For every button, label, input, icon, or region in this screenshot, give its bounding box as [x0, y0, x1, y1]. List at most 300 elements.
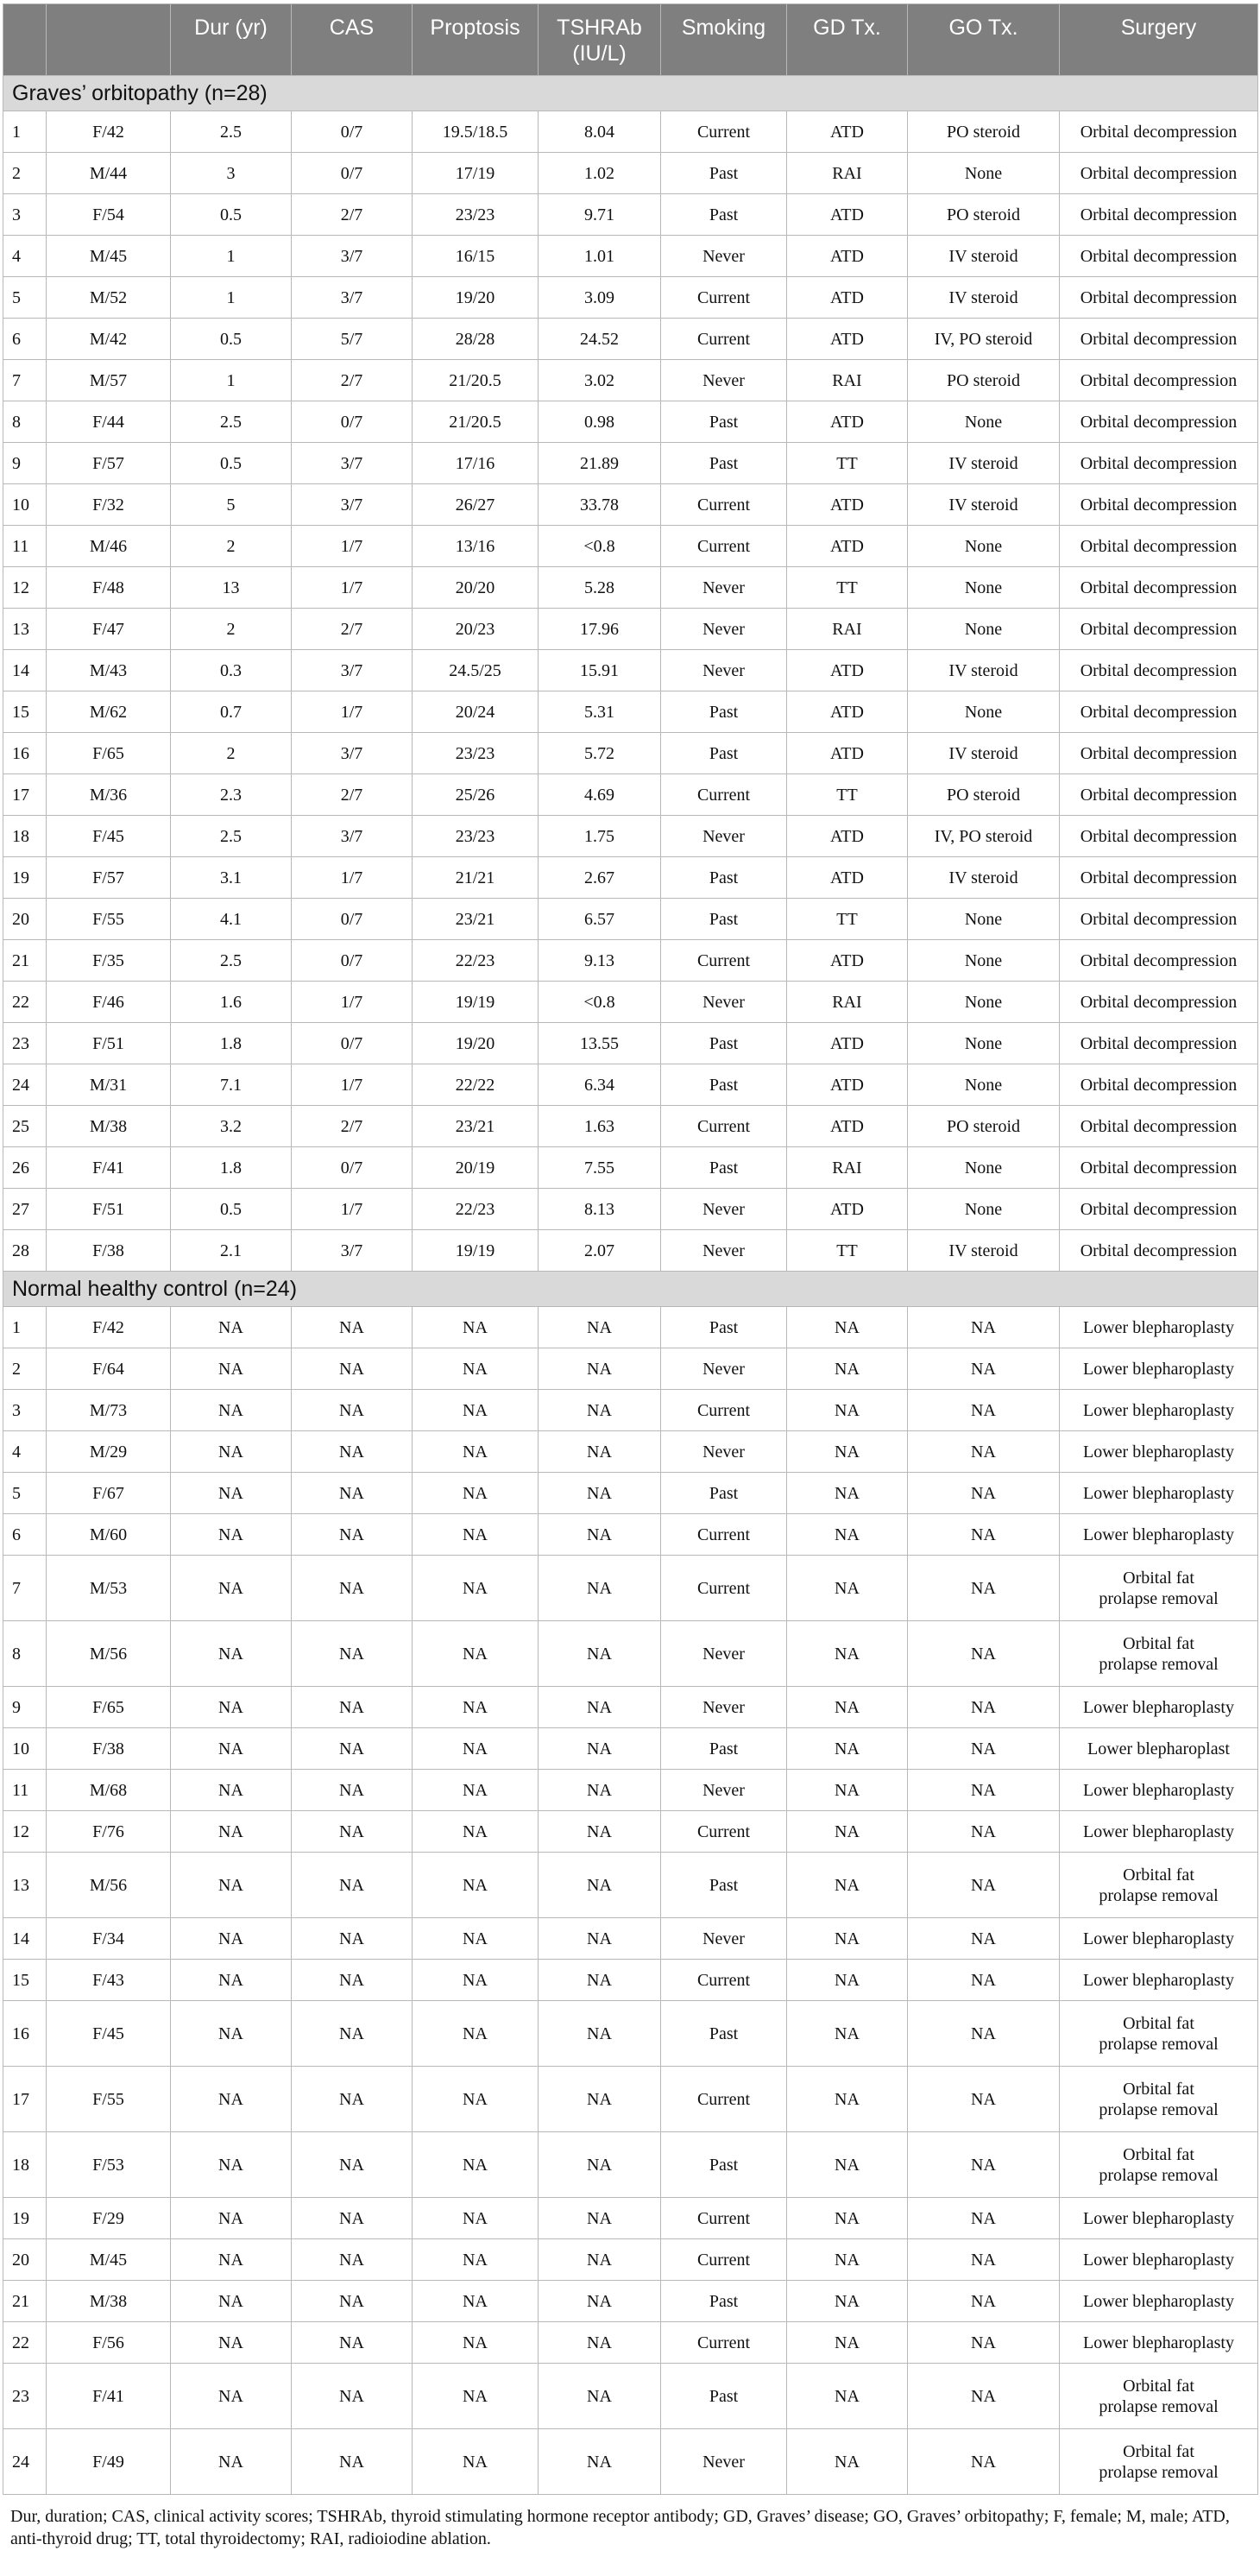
- cell-row-index: 2: [3, 153, 47, 194]
- cell-sex-age: F/48: [47, 567, 171, 609]
- cell-smoking: Never: [661, 1770, 787, 1811]
- cell-tshrab: NA: [539, 2281, 661, 2322]
- cell-tshrab: NA: [539, 1307, 661, 1348]
- cell-go-treatment: IV steroid: [908, 857, 1060, 899]
- cell-row-index: 23: [3, 2364, 47, 2429]
- table-row: [3, 484, 1258, 526]
- cell-duration: 0.5: [171, 443, 292, 484]
- cell-proptosis: NA: [413, 2239, 539, 2281]
- cell-tshrab: 1.02: [539, 153, 661, 194]
- cell-proptosis: NA: [413, 1556, 539, 1621]
- table-row: [3, 2281, 1258, 2322]
- cell-surgery: Lower blepharoplasty: [1060, 1431, 1258, 1473]
- cell-go-treatment: NA: [908, 2281, 1060, 2322]
- table-row: [3, 1728, 1258, 1770]
- cell-tshrab: 7.55: [539, 1147, 661, 1189]
- cell-cas: NA: [292, 2364, 413, 2429]
- cell-go-treatment: None: [908, 526, 1060, 567]
- cell-surgery: Lower blepharoplasty: [1060, 1811, 1258, 1853]
- table-row: [3, 1023, 1258, 1064]
- cell-row-index: 7: [3, 360, 47, 401]
- cell-duration: 0.7: [171, 691, 292, 733]
- cell-cas: NA: [292, 1853, 413, 1918]
- group-title: Normal healthy control (n=24): [3, 1272, 1258, 1307]
- cell-surgery: Orbital decompression: [1060, 526, 1258, 567]
- cell-row-index: 22: [3, 982, 47, 1023]
- cell-cas: NA: [292, 1960, 413, 2001]
- group-header-row: [3, 1272, 1258, 1307]
- cell-tshrab: 24.52: [539, 319, 661, 360]
- cell-surgery: Orbital decompression: [1060, 443, 1258, 484]
- cell-gd-treatment: NA: [787, 1431, 908, 1473]
- cell-tshrab: 1.01: [539, 236, 661, 277]
- cell-tshrab: 33.78: [539, 484, 661, 526]
- cell-tshrab: NA: [539, 1853, 661, 1918]
- cell-gd-treatment: NA: [787, 1621, 908, 1687]
- cell-smoking: Current: [661, 277, 787, 319]
- cell-gd-treatment: RAI: [787, 1147, 908, 1189]
- cell-surgery: Orbital decompression: [1060, 1147, 1258, 1189]
- cell-duration: 2: [171, 733, 292, 774]
- cell-duration: NA: [171, 2239, 292, 2281]
- cell-cas: 2/7: [292, 774, 413, 816]
- cell-duration: NA: [171, 2281, 292, 2322]
- cell-duration: NA: [171, 2364, 292, 2429]
- cell-sex-age: F/65: [47, 733, 171, 774]
- cell-smoking: Current: [661, 2239, 787, 2281]
- cell-gd-treatment: RAI: [787, 982, 908, 1023]
- cell-tshrab: 2.07: [539, 1230, 661, 1272]
- cell-sex-age: F/55: [47, 899, 171, 940]
- cell-proptosis: 20/20: [413, 567, 539, 609]
- col-header-smoking: Smoking: [661, 4, 787, 76]
- cell-smoking: Past: [661, 443, 787, 484]
- cell-row-index: 19: [3, 857, 47, 899]
- table-row: [3, 2198, 1258, 2239]
- cell-sex-age: F/51: [47, 1189, 171, 1230]
- cell-cas: 3/7: [292, 277, 413, 319]
- cell-proptosis: 21/20.5: [413, 360, 539, 401]
- cell-go-treatment: NA: [908, 1728, 1060, 1770]
- cell-go-treatment: IV steroid: [908, 236, 1060, 277]
- cell-gd-treatment: NA: [787, 1811, 908, 1853]
- cell-sex-age: M/45: [47, 236, 171, 277]
- cell-surgery: Lower blepharoplasty: [1060, 2281, 1258, 2322]
- table-row: [3, 1106, 1258, 1147]
- cell-tshrab: NA: [539, 1811, 661, 1853]
- cell-proptosis: NA: [413, 1728, 539, 1770]
- cell-row-index: 6: [3, 319, 47, 360]
- cell-tshrab: NA: [539, 1687, 661, 1728]
- cell-gd-treatment: ATD: [787, 1106, 908, 1147]
- table-row: [3, 1473, 1258, 1514]
- cell-surgery: Lower blepharoplasty: [1060, 1960, 1258, 2001]
- cell-smoking: Current: [661, 940, 787, 982]
- cell-smoking: Current: [661, 1390, 787, 1431]
- cell-row-index: 24: [3, 1064, 47, 1106]
- table-row: [3, 2239, 1258, 2281]
- cell-tshrab: 15.91: [539, 650, 661, 691]
- table-row: [3, 526, 1258, 567]
- cell-row-index: 4: [3, 236, 47, 277]
- cell-go-treatment: NA: [908, 1960, 1060, 2001]
- cell-cas: NA: [292, 1473, 413, 1514]
- cell-surgery: Orbital decompression: [1060, 940, 1258, 982]
- cell-surgery: Orbital decompression: [1060, 111, 1258, 153]
- cell-tshrab: 6.34: [539, 1064, 661, 1106]
- cell-sex-age: F/38: [47, 1230, 171, 1272]
- cell-duration: 0.5: [171, 319, 292, 360]
- cell-cas: 0/7: [292, 899, 413, 940]
- table-row: [3, 1918, 1258, 1960]
- cell-go-treatment: NA: [908, 2001, 1060, 2067]
- cell-sex-age: F/42: [47, 1307, 171, 1348]
- cell-row-index: 26: [3, 1147, 47, 1189]
- cell-proptosis: NA: [413, 2429, 539, 2495]
- cell-cas: NA: [292, 1514, 413, 1556]
- cell-surgery: Lower blepharoplasty: [1060, 1770, 1258, 1811]
- cell-duration: NA: [171, 1621, 292, 1687]
- cell-gd-treatment: ATD: [787, 1189, 908, 1230]
- table-row: [3, 1064, 1258, 1106]
- cell-gd-treatment: ATD: [787, 1023, 908, 1064]
- table-row: [3, 1960, 1258, 2001]
- cell-proptosis: NA: [413, 1307, 539, 1348]
- cell-row-index: 5: [3, 277, 47, 319]
- cell-sex-age: F/35: [47, 940, 171, 982]
- cell-row-index: 11: [3, 526, 47, 567]
- cell-cas: NA: [292, 1431, 413, 1473]
- cell-tshrab: NA: [539, 1431, 661, 1473]
- table-row: [3, 1556, 1258, 1621]
- cell-go-treatment: NA: [908, 1770, 1060, 1811]
- cell-row-index: 12: [3, 567, 47, 609]
- cell-proptosis: 19/19: [413, 1230, 539, 1272]
- cell-cas: 0/7: [292, 153, 413, 194]
- cell-sex-age: F/45: [47, 2001, 171, 2067]
- cell-proptosis: 16/15: [413, 236, 539, 277]
- cell-sex-age: F/47: [47, 609, 171, 650]
- table-row: [3, 1811, 1258, 1853]
- cell-smoking: Current: [661, 1960, 787, 2001]
- cell-gd-treatment: NA: [787, 1687, 908, 1728]
- cell-cas: NA: [292, 1770, 413, 1811]
- cell-gd-treatment: TT: [787, 899, 908, 940]
- cell-gd-treatment: NA: [787, 1390, 908, 1431]
- cell-smoking: Past: [661, 691, 787, 733]
- cell-row-index: 21: [3, 2281, 47, 2322]
- cell-proptosis: 19/20: [413, 1023, 539, 1064]
- cell-surgery: Orbital decompression: [1060, 733, 1258, 774]
- cell-duration: NA: [171, 2132, 292, 2198]
- cell-duration: NA: [171, 1390, 292, 1431]
- table-row: [3, 2322, 1258, 2364]
- cell-smoking: Past: [661, 857, 787, 899]
- cell-sex-age: M/53: [47, 1556, 171, 1621]
- cell-tshrab: 5.28: [539, 567, 661, 609]
- cell-gd-treatment: NA: [787, 2281, 908, 2322]
- cell-gd-treatment: NA: [787, 2239, 908, 2281]
- col-header-go-treatment: GO Tx.: [908, 4, 1060, 76]
- cell-cas: NA: [292, 1621, 413, 1687]
- col-header-proptosis: Proptosis: [413, 4, 539, 76]
- cell-tshrab: NA: [539, 1348, 661, 1390]
- cell-duration: NA: [171, 1918, 292, 1960]
- cell-proptosis: NA: [413, 1514, 539, 1556]
- cell-go-treatment: NA: [908, 1556, 1060, 1621]
- cell-proptosis: NA: [413, 1687, 539, 1728]
- table-row: [3, 774, 1258, 816]
- cell-smoking: Current: [661, 1106, 787, 1147]
- cell-duration: 5: [171, 484, 292, 526]
- cell-duration: NA: [171, 2001, 292, 2067]
- cell-duration: 1: [171, 277, 292, 319]
- cell-cas: NA: [292, 1728, 413, 1770]
- cell-surgery: Orbital decompression: [1060, 484, 1258, 526]
- cell-surgery: Lower blepharoplasty: [1060, 1687, 1258, 1728]
- cell-sex-age: M/52: [47, 277, 171, 319]
- table-row: [3, 733, 1258, 774]
- cell-tshrab: NA: [539, 2132, 661, 2198]
- cell-sex-age: F/64: [47, 1348, 171, 1390]
- cell-cas: 2/7: [292, 194, 413, 236]
- cell-row-index: 20: [3, 899, 47, 940]
- table-row: [3, 1687, 1258, 1728]
- cell-go-treatment: IV steroid: [908, 1230, 1060, 1272]
- cell-proptosis: 25/26: [413, 774, 539, 816]
- col-header-duration: Dur (yr): [171, 4, 292, 76]
- cell-proptosis: NA: [413, 1853, 539, 1918]
- cell-gd-treatment: ATD: [787, 236, 908, 277]
- cell-surgery: Orbital fat prolapse removal: [1060, 2429, 1258, 2495]
- cell-proptosis: NA: [413, 2198, 539, 2239]
- cell-surgery: Orbital decompression: [1060, 1230, 1258, 1272]
- cell-duration: 1: [171, 360, 292, 401]
- cell-smoking: Never: [661, 1918, 787, 1960]
- cell-sex-age: M/46: [47, 526, 171, 567]
- cell-proptosis: NA: [413, 1770, 539, 1811]
- cell-gd-treatment: NA: [787, 1853, 908, 1918]
- cell-duration: NA: [171, 1687, 292, 1728]
- cell-duration: 2: [171, 526, 292, 567]
- cell-go-treatment: NA: [908, 1473, 1060, 1514]
- cell-gd-treatment: RAI: [787, 153, 908, 194]
- cell-smoking: Never: [661, 816, 787, 857]
- cell-smoking: Current: [661, 1514, 787, 1556]
- cell-proptosis: 23/21: [413, 1106, 539, 1147]
- cell-tshrab: NA: [539, 1473, 661, 1514]
- cell-duration: NA: [171, 1307, 292, 1348]
- cell-gd-treatment: NA: [787, 1960, 908, 2001]
- cell-cas: 0/7: [292, 111, 413, 153]
- cell-sex-age: M/38: [47, 1106, 171, 1147]
- cell-gd-treatment: TT: [787, 567, 908, 609]
- cell-sex-age: M/31: [47, 1064, 171, 1106]
- cell-duration: NA: [171, 1960, 292, 2001]
- cell-row-index: 16: [3, 2001, 47, 2067]
- cell-proptosis: NA: [413, 1431, 539, 1473]
- cell-smoking: Current: [661, 774, 787, 816]
- table-row: [3, 816, 1258, 857]
- cell-surgery: Orbital fat prolapse removal: [1060, 2067, 1258, 2132]
- table-header-row: [3, 4, 1258, 76]
- cell-surgery: Orbital fat prolapse removal: [1060, 2001, 1258, 2067]
- cell-go-treatment: PO steroid: [908, 774, 1060, 816]
- cell-cas: NA: [292, 2239, 413, 2281]
- cell-duration: 1.8: [171, 1147, 292, 1189]
- cell-row-index: 12: [3, 1811, 47, 1853]
- cell-sex-age: F/55: [47, 2067, 171, 2132]
- cell-proptosis: 21/20.5: [413, 401, 539, 443]
- cell-surgery: Lower blepharoplast: [1060, 1728, 1258, 1770]
- cell-proptosis: NA: [413, 1390, 539, 1431]
- cell-tshrab: 17.96: [539, 609, 661, 650]
- cell-row-index: 18: [3, 2132, 47, 2198]
- cell-proptosis: 22/22: [413, 1064, 539, 1106]
- cell-duration: 1: [171, 236, 292, 277]
- table-row: [3, 360, 1258, 401]
- cell-smoking: Never: [661, 1621, 787, 1687]
- cell-smoking: Current: [661, 319, 787, 360]
- cell-sex-age: F/67: [47, 1473, 171, 1514]
- cell-cas: NA: [292, 1556, 413, 1621]
- cell-sex-age: M/44: [47, 153, 171, 194]
- cell-cas: 1/7: [292, 567, 413, 609]
- cell-go-treatment: None: [908, 1064, 1060, 1106]
- cell-proptosis: 28/28: [413, 319, 539, 360]
- cell-surgery: Orbital decompression: [1060, 319, 1258, 360]
- cell-surgery: Orbital fat prolapse removal: [1060, 1556, 1258, 1621]
- cell-go-treatment: None: [908, 691, 1060, 733]
- cell-duration: NA: [171, 1770, 292, 1811]
- cell-row-index: 16: [3, 733, 47, 774]
- col-header-index: [3, 4, 47, 76]
- cell-duration: NA: [171, 1556, 292, 1621]
- cell-gd-treatment: NA: [787, 1556, 908, 1621]
- cell-smoking: Past: [661, 2281, 787, 2322]
- cell-tshrab: 4.69: [539, 774, 661, 816]
- cell-sex-age: M/73: [47, 1390, 171, 1431]
- cell-proptosis: NA: [413, 2001, 539, 2067]
- col-header-gd-treatment: GD Tx.: [787, 4, 908, 76]
- cell-row-index: 10: [3, 1728, 47, 1770]
- cell-surgery: Orbital decompression: [1060, 153, 1258, 194]
- table-row: [3, 1189, 1258, 1230]
- cell-row-index: 28: [3, 1230, 47, 1272]
- cell-gd-treatment: NA: [787, 2001, 908, 2067]
- cell-go-treatment: IV, PO steroid: [908, 319, 1060, 360]
- cell-go-treatment: NA: [908, 1811, 1060, 1853]
- cell-tshrab: 9.71: [539, 194, 661, 236]
- cell-row-index: 23: [3, 1023, 47, 1064]
- cell-duration: 2.5: [171, 111, 292, 153]
- cell-sex-age: F/57: [47, 857, 171, 899]
- cell-smoking: Never: [661, 982, 787, 1023]
- cell-go-treatment: None: [908, 153, 1060, 194]
- cell-gd-treatment: ATD: [787, 691, 908, 733]
- table-row: [3, 1230, 1258, 1272]
- cell-gd-treatment: NA: [787, 1348, 908, 1390]
- cell-row-index: 24: [3, 2429, 47, 2495]
- cell-surgery: Orbital decompression: [1060, 691, 1258, 733]
- cell-tshrab: NA: [539, 2067, 661, 2132]
- cell-go-treatment: None: [908, 982, 1060, 1023]
- cell-surgery: Orbital decompression: [1060, 899, 1258, 940]
- cell-proptosis: 24.5/25: [413, 650, 539, 691]
- cell-duration: NA: [171, 1811, 292, 1853]
- cell-gd-treatment: NA: [787, 2364, 908, 2429]
- cell-duration: 0.5: [171, 194, 292, 236]
- cell-surgery: Orbital decompression: [1060, 277, 1258, 319]
- table-row: [3, 1390, 1258, 1431]
- cell-tshrab: NA: [539, 1728, 661, 1770]
- cell-row-index: 3: [3, 194, 47, 236]
- cell-smoking: Never: [661, 567, 787, 609]
- cell-duration: NA: [171, 1473, 292, 1514]
- group-header-row: [3, 76, 1258, 111]
- cell-row-index: 20: [3, 2239, 47, 2281]
- cell-cas: 1/7: [292, 691, 413, 733]
- table-row: [3, 567, 1258, 609]
- cell-tshrab: NA: [539, 2239, 661, 2281]
- cell-surgery: Lower blepharoplasty: [1060, 2198, 1258, 2239]
- table-row: [3, 982, 1258, 1023]
- cell-gd-treatment: ATD: [787, 1064, 908, 1106]
- cell-smoking: Past: [661, 153, 787, 194]
- cell-go-treatment: PO steroid: [908, 194, 1060, 236]
- cell-proptosis: NA: [413, 2322, 539, 2364]
- cell-go-treatment: NA: [908, 2322, 1060, 2364]
- cell-proptosis: 17/16: [413, 443, 539, 484]
- cell-cas: 3/7: [292, 816, 413, 857]
- cell-sex-age: F/57: [47, 443, 171, 484]
- cell-tshrab: 1.75: [539, 816, 661, 857]
- cell-surgery: Orbital decompression: [1060, 236, 1258, 277]
- cell-go-treatment: NA: [908, 1431, 1060, 1473]
- cell-duration: 2.3: [171, 774, 292, 816]
- cell-sex-age: F/53: [47, 2132, 171, 2198]
- cell-row-index: 15: [3, 1960, 47, 2001]
- cell-surgery: Orbital decompression: [1060, 567, 1258, 609]
- cell-sex-age: M/36: [47, 774, 171, 816]
- table-row: [3, 401, 1258, 443]
- cell-row-index: 17: [3, 774, 47, 816]
- cell-sex-age: F/45: [47, 816, 171, 857]
- cell-smoking: Past: [661, 1064, 787, 1106]
- cell-duration: 0.5: [171, 1189, 292, 1230]
- cell-gd-treatment: ATD: [787, 733, 908, 774]
- cell-tshrab: 21.89: [539, 443, 661, 484]
- cell-cas: NA: [292, 1687, 413, 1728]
- cell-tshrab: 9.13: [539, 940, 661, 982]
- cell-smoking: Current: [661, 111, 787, 153]
- cell-go-treatment: None: [908, 940, 1060, 982]
- cell-go-treatment: NA: [908, 1687, 1060, 1728]
- cell-smoking: Past: [661, 1728, 787, 1770]
- cell-sex-age: M/62: [47, 691, 171, 733]
- cell-sex-age: M/45: [47, 2239, 171, 2281]
- cell-tshrab: 6.57: [539, 899, 661, 940]
- cell-row-index: 4: [3, 1431, 47, 1473]
- cell-proptosis: 13/16: [413, 526, 539, 567]
- cell-smoking: Never: [661, 1687, 787, 1728]
- cell-proptosis: NA: [413, 1621, 539, 1687]
- cell-row-index: 11: [3, 1770, 47, 1811]
- cell-go-treatment: NA: [908, 1514, 1060, 1556]
- cell-row-index: 9: [3, 1687, 47, 1728]
- cell-cas: NA: [292, 2281, 413, 2322]
- table-row: [3, 609, 1258, 650]
